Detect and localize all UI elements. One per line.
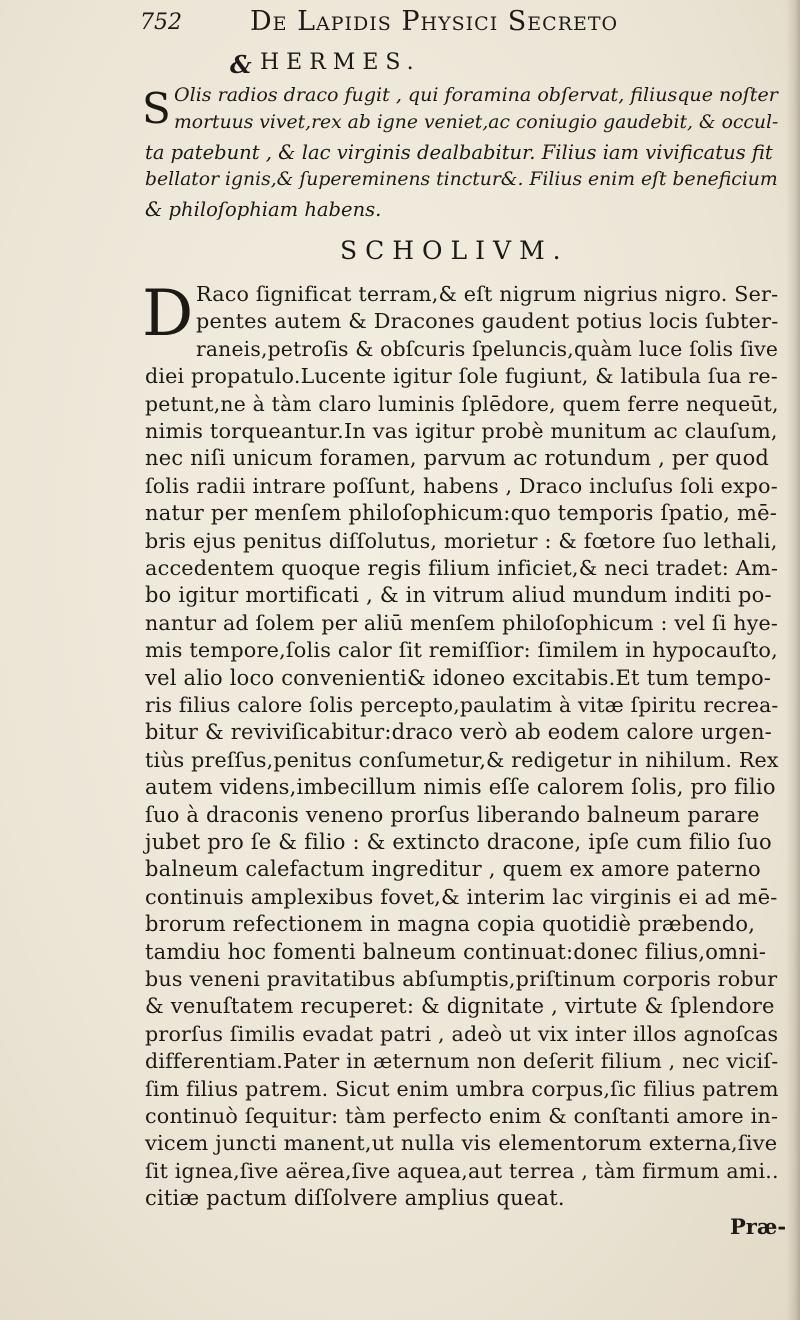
hermes-line: Olis radios draco fugit , qui foramina obſervat, filiusque noſter (174, 84, 778, 106)
scholium-line: & venuſtatem recuperet: & dignitate , virtute & ſplendore (145, 994, 775, 1019)
section-mark: & (230, 50, 252, 79)
scholium-line: nec niſi unicum foramen, parvum ac rotundum , per quod (145, 446, 770, 471)
scholium-line: continuò ſequitur: tàm perfecto enim & conſtanti amore in- (145, 1104, 779, 1128)
scholium-line: ſuo à draconis veneno prorſus liberando balneum parare (145, 802, 760, 827)
scholium-line: nantur ad ſolem per aliū menſem philoſophicum : vel ſi hye- (145, 610, 779, 635)
scholium-line: autem videns,imbecillum nimis eſſe calorem ſolis, pro filio (145, 775, 776, 800)
scholium-line: ſim filius patrem. Sicut enim umbra corpus,ſic filius patrem (145, 1076, 779, 1101)
scholium-line: raneis,petroſis & obſcuris ſpeluncis,quàm luce ſolis ſive (196, 336, 779, 361)
scholium-initial: D (142, 277, 194, 351)
scholium-line: mis tempore,ſolis calor ſit remiſſior: ſimilem in hypocauſto, (145, 638, 778, 663)
scholium-line: ſolis radii intrare poſſunt, habens , Draco incluſus ſoli expo- (145, 473, 778, 498)
scholium-line: tamdiu hoc fomenti balneum continuat:donec filius,omni- (145, 939, 767, 964)
scholium-line: ſit ignea,ſive aërea,ſive aquea,aut terrea , tàm firmum ami.. (145, 1158, 779, 1183)
hermes-heading (230, 50, 590, 82)
scholium-line: petunt,ne à tàm claro luminis ſplēdore, quem ferre nequeūt, (145, 391, 779, 416)
running-head: De Lapidis Physici Secreto (250, 6, 619, 37)
scholium-line: pentes autem & Dracones gaudent potius locis ſubter- (196, 309, 779, 334)
catchword: Præ- (730, 1214, 787, 1239)
scholium-line: natur per menſem philoſophicum:quo temporis ſpatio, mē- (145, 501, 778, 526)
hermes-line: & philoſophiam habens. (145, 198, 382, 221)
scholium-line: accedentem quoque regis filium inficiet,& neci tradet: Am- (145, 556, 779, 580)
page-header (140, 4, 700, 40)
scholium-line: bus veneni pravitatibus abſumptis,priſtinum corporis robur (145, 967, 778, 991)
scholium-line: prorſus ſimilis evadat patri , adeò ut vix inter illos agnoſcas (145, 1021, 779, 1046)
scholium-line: bo igitur mortificati , & in vitrum aliud mundum inditi po- (145, 583, 772, 608)
hermes-line: ta patebunt , & lac virginis dealbabitur. Filius iam vivificatus fit (145, 141, 773, 164)
scholium-line: jubet pro ſe & filio : & extincto dracone, ipſe cum filio ſuo (145, 830, 772, 854)
page-edge-shadow (786, 0, 800, 1320)
scholium-line: Raco ſignificat terram,& eſt nigrum nigrius nigro. Ser- (196, 282, 779, 306)
scholium-line: vicem juncti manent,ut nulla vis elementorum externa,ſive (145, 1131, 778, 1156)
scholium-line: differentiam.Pater in æternum non deſerit filium , nec viciſ- (145, 1049, 779, 1074)
scholium-line: citiæ pactum diſſolvere amplius queat. (145, 1186, 565, 1211)
hermes-line: bellator ignis,& ſupereminens tinctur&. Filius enim eſt beneficium (145, 169, 778, 190)
scholium-line: bitur & reviviſicabitur:draco verò ab eodem calore urgen- (145, 720, 772, 745)
scholium-line: brorum refectionem in magna copia quotidiè præbendo, (145, 912, 756, 937)
page-number: 752 (140, 10, 182, 35)
scholium-line: vel alio loco convenienti& idoneo excitabis.Et tum tempo- (145, 665, 772, 690)
scholium-line: balneum calefactum ingreditur , quem ex amore paterno (145, 857, 761, 882)
hermes-initial: S (142, 84, 171, 133)
scholium-line: tiùs preſſus,penitus conſumetur,& redigetur in nihilum. Rex (145, 747, 779, 772)
scholium-line: diei propatulo.Lucente igitur ſole fugiunt, & latibula ſua re- (145, 364, 778, 389)
scholium-title: SCHOLIVM. (340, 236, 569, 265)
scholium-line: ris filius calore ſolis percepto,paulatim à vitæ ſpiritu recrea- (145, 693, 779, 717)
scholium-line: continuis amplexibus fovet,& interim lac virginis ei ad mē- (145, 884, 778, 909)
scholium-line: nimis torqueantur.In vas igitur probè munitum ac clauſum, (145, 419, 778, 443)
hermes-title: HERMES. (260, 50, 421, 75)
scholium-line: bris ejus penitus diſſolutus, morietur : & fœtore ſuo lethali, (145, 528, 778, 553)
hermes-line: mortuus vivet,rex ab igne veniet,ac coniugio gaudebit, & occul- (174, 112, 779, 133)
